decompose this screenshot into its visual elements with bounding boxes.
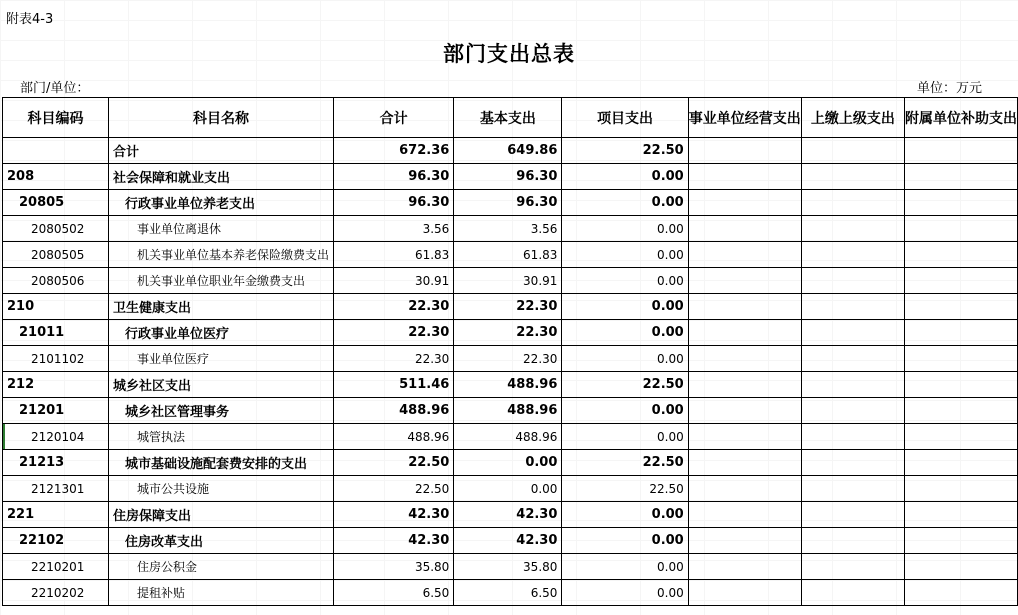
cell-name[interactable]: 行政事业单位养老支出 xyxy=(108,190,333,216)
cell-name[interactable]: 城管执法 xyxy=(108,424,333,450)
cell-remit-superior[interactable] xyxy=(801,528,904,554)
cell-business-operations[interactable] xyxy=(688,190,801,216)
table-row xyxy=(3,242,1018,268)
cell-remit-superior[interactable] xyxy=(801,502,904,528)
cell-code[interactable]: 2210201 xyxy=(3,554,109,580)
cell-remit-superior[interactable] xyxy=(801,372,904,398)
cell-name[interactable]: 机关事业单位基本养老保险缴费支出 xyxy=(108,242,333,268)
table-row xyxy=(3,216,1018,242)
cell-basic[interactable]: 6.50 xyxy=(454,580,562,606)
header-code[interactable]: 科目编码 xyxy=(3,98,109,138)
header-basic[interactable]: 基本支出 xyxy=(454,98,562,138)
cell-business-operations[interactable] xyxy=(688,580,801,606)
cell-name[interactable]: 城乡社区支出 xyxy=(108,372,333,398)
cell-code[interactable]: 20805 xyxy=(3,190,109,216)
cell-project[interactable]: 0.00 xyxy=(562,528,688,554)
cell-project[interactable]: 0.00 xyxy=(562,242,688,268)
cell-project[interactable]: 22.50 xyxy=(562,450,688,476)
cell-name[interactable]: 机关事业单位职业年金缴费支出 xyxy=(108,268,333,294)
header-total[interactable]: 合计 xyxy=(333,98,453,138)
cell-remit-superior[interactable] xyxy=(801,580,904,606)
header-project[interactable]: 项目支出 xyxy=(562,98,688,138)
table-row xyxy=(3,398,1018,424)
cell-basic[interactable]: 35.80 xyxy=(454,554,562,580)
table-row xyxy=(3,476,1018,502)
cell-name[interactable]: 住房保障支出 xyxy=(108,502,333,528)
cell-name[interactable]: 城市基础设施配套费安排的支出 xyxy=(108,450,333,476)
cell-total[interactable]: 6.50 xyxy=(333,580,453,606)
cell-name[interactable]: 卫生健康支出 xyxy=(108,294,333,320)
cell-total[interactable]: 30.91 xyxy=(333,268,453,294)
table-row xyxy=(3,502,1018,528)
cell-business-operations[interactable] xyxy=(688,216,801,242)
cell-remit-superior[interactable] xyxy=(801,190,904,216)
cell-code[interactable]: 2080505 xyxy=(3,242,109,268)
expenditure-table xyxy=(2,97,1018,606)
table-header-row xyxy=(3,98,1018,138)
cell-total[interactable]: 96.30 xyxy=(333,164,453,190)
cell-subsidiary-subsidy[interactable] xyxy=(904,190,1017,216)
table-row xyxy=(3,450,1018,476)
cell-subsidiary-subsidy[interactable] xyxy=(904,580,1017,606)
cell-name[interactable]: 事业单位医疗 xyxy=(108,346,333,372)
department-label: 部门/单位： xyxy=(20,81,90,96)
cell-remit-superior[interactable] xyxy=(801,216,904,242)
cell-code[interactable]: 221 xyxy=(3,502,109,528)
cell-project[interactable]: 0.00 xyxy=(562,398,688,424)
cell-remit-superior[interactable] xyxy=(801,450,904,476)
table-row xyxy=(3,268,1018,294)
cell-remit-superior[interactable] xyxy=(801,138,904,164)
cell-project[interactable]: 22.50 xyxy=(562,372,688,398)
cell-code[interactable]: 2080506 xyxy=(3,268,109,294)
cell-remit-superior[interactable] xyxy=(801,398,904,424)
cell-basic[interactable]: 649.86 xyxy=(454,138,562,164)
cell-code[interactable]: 22102 xyxy=(3,528,109,554)
header-subsidiary-subsidy[interactable]: 附属单位补助支出 xyxy=(904,98,1017,138)
cell-basic[interactable]: 0.00 xyxy=(454,476,562,502)
cell-project[interactable]: 22.50 xyxy=(562,476,688,502)
cell-name[interactable]: 城市公共设施 xyxy=(108,476,333,502)
header-remit-superior[interactable]: 上缴上级支出 xyxy=(801,98,904,138)
cell-business-operations[interactable] xyxy=(688,138,801,164)
table-row xyxy=(3,372,1018,398)
cell-subsidiary-subsidy[interactable] xyxy=(904,502,1017,528)
table-row xyxy=(3,320,1018,346)
cell-name[interactable]: 城乡社区管理事务 xyxy=(108,398,333,424)
cell-business-operations[interactable] xyxy=(688,554,801,580)
cell-business-operations[interactable] xyxy=(688,294,801,320)
page-title: 部门支出总表 xyxy=(443,41,575,66)
cell-total[interactable]: 488.96 xyxy=(333,398,453,424)
table-row xyxy=(3,424,1018,450)
cell-code[interactable]: 21011 xyxy=(3,320,109,346)
cell-basic[interactable]: 42.30 xyxy=(454,502,562,528)
cell-remit-superior[interactable] xyxy=(801,476,904,502)
cell-subsidiary-subsidy[interactable] xyxy=(904,268,1017,294)
cell-total[interactable]: 61.83 xyxy=(333,242,453,268)
cell-name[interactable]: 住房改革支出 xyxy=(108,528,333,554)
cell-code[interactable]: 2210202 xyxy=(3,580,109,606)
cell-total[interactable]: 35.80 xyxy=(333,554,453,580)
unit-label: 单位：万元 xyxy=(916,81,982,96)
cell-name[interactable]: 提租补贴 xyxy=(108,580,333,606)
cell-total[interactable]: 3.56 xyxy=(333,216,453,242)
header-business-operations[interactable]: 事业单位经营支出 xyxy=(688,98,801,138)
header-name[interactable]: 科目名称 xyxy=(108,98,333,138)
cell-code[interactable]: 212 xyxy=(3,372,109,398)
cell-business-operations[interactable] xyxy=(688,372,801,398)
cell-name[interactable]: 事业单位离退休 xyxy=(108,216,333,242)
cell-basic[interactable]: 22.30 xyxy=(454,294,562,320)
cell-business-operations[interactable] xyxy=(688,476,801,502)
cell-subsidiary-subsidy[interactable] xyxy=(904,372,1017,398)
table-row xyxy=(3,164,1018,190)
cell-remit-superior[interactable] xyxy=(801,268,904,294)
cell-business-operations[interactable] xyxy=(688,242,801,268)
cell-total[interactable]: 488.96 xyxy=(333,424,453,450)
cell-total[interactable]: 42.30 xyxy=(333,502,453,528)
cell-project[interactable]: 0.00 xyxy=(562,554,688,580)
cell-subsidiary-subsidy[interactable] xyxy=(904,476,1017,502)
cell-code[interactable]: 21201 xyxy=(3,398,109,424)
table-row xyxy=(3,346,1018,372)
cell-total[interactable]: 42.30 xyxy=(333,528,453,554)
cell-business-operations[interactable] xyxy=(688,346,801,372)
cell-remit-superior[interactable] xyxy=(801,346,904,372)
cell-remit-superior[interactable] xyxy=(801,320,904,346)
cell-code[interactable]: 2101102 xyxy=(3,346,109,372)
cell-project[interactable]: 0.00 xyxy=(562,294,688,320)
cell-remit-superior[interactable] xyxy=(801,424,904,450)
cell-business-operations[interactable] xyxy=(688,502,801,528)
cell-code[interactable]: 2121301 xyxy=(3,476,109,502)
cell-basic[interactable]: 0.00 xyxy=(454,450,562,476)
cell-total[interactable]: 22.50 xyxy=(333,476,453,502)
cell-business-operations[interactable] xyxy=(688,398,801,424)
cell-project[interactable]: 0.00 xyxy=(562,502,688,528)
cell-total[interactable]: 672.36 xyxy=(333,138,453,164)
cell-name[interactable]: 社会保障和就业支出 xyxy=(108,164,333,190)
cell-total[interactable]: 22.30 xyxy=(333,320,453,346)
cell-remit-superior[interactable] xyxy=(801,294,904,320)
cell-subsidiary-subsidy[interactable] xyxy=(904,320,1017,346)
cell-name[interactable]: 行政事业单位医疗 xyxy=(108,320,333,346)
table-row xyxy=(3,554,1018,580)
cell-code[interactable]: 2080502 xyxy=(3,216,109,242)
cell-basic[interactable]: 488.96 xyxy=(454,424,562,450)
cell-subsidiary-subsidy[interactable] xyxy=(904,294,1017,320)
cell-name[interactable]: 合计 xyxy=(108,138,333,164)
cell-basic[interactable]: 96.30 xyxy=(454,164,562,190)
cell-code[interactable] xyxy=(3,138,109,164)
cell-subsidiary-subsidy[interactable] xyxy=(904,346,1017,372)
cell-subsidiary-subsidy[interactable] xyxy=(904,528,1017,554)
cell-project[interactable]: 0.00 xyxy=(562,216,688,242)
cell-subsidiary-subsidy[interactable] xyxy=(904,554,1017,580)
cell-subsidiary-subsidy[interactable] xyxy=(904,398,1017,424)
attachment-label: 附表4-3 xyxy=(6,12,54,27)
cell-total[interactable]: 22.50 xyxy=(333,450,453,476)
cell-subsidiary-subsidy[interactable] xyxy=(904,242,1017,268)
cell-total[interactable]: 22.30 xyxy=(333,294,453,320)
table-row xyxy=(3,190,1018,216)
cell-code[interactable]: 208 xyxy=(3,164,109,190)
cell-remit-superior[interactable] xyxy=(801,242,904,268)
cell-total[interactable]: 511.46 xyxy=(333,372,453,398)
cell-basic[interactable]: 96.30 xyxy=(454,190,562,216)
cell-project[interactable]: 22.50 xyxy=(562,138,688,164)
table-body xyxy=(3,138,1018,606)
cell-business-operations[interactable] xyxy=(688,320,801,346)
cell-business-operations[interactable] xyxy=(688,528,801,554)
cell-remit-superior[interactable] xyxy=(801,554,904,580)
cell-project[interactable]: 0.00 xyxy=(562,320,688,346)
cell-basic[interactable]: 22.30 xyxy=(454,346,562,372)
cell-code[interactable]: 21213 xyxy=(3,450,109,476)
cell-business-operations[interactable] xyxy=(688,450,801,476)
cell-business-operations[interactable] xyxy=(688,424,801,450)
cell-basic[interactable]: 3.56 xyxy=(454,216,562,242)
cell-code[interactable]: 2120104 xyxy=(3,424,109,450)
cell-code[interactable]: 210 xyxy=(3,294,109,320)
cell-basic[interactable]: 61.83 xyxy=(454,242,562,268)
cell-basic[interactable]: 488.96 xyxy=(454,398,562,424)
cell-business-operations[interactable] xyxy=(688,164,801,190)
cell-basic[interactable]: 42.30 xyxy=(454,528,562,554)
cell-basic[interactable]: 488.96 xyxy=(454,372,562,398)
cell-project[interactable]: 0.00 xyxy=(562,580,688,606)
cell-basic[interactable]: 30.91 xyxy=(454,268,562,294)
cell-basic[interactable]: 22.30 xyxy=(454,320,562,346)
cell-project[interactable]: 0.00 xyxy=(562,346,688,372)
table-row xyxy=(3,294,1018,320)
cell-subsidiary-subsidy[interactable] xyxy=(904,164,1017,190)
cell-remit-superior[interactable] xyxy=(801,164,904,190)
cell-subsidiary-subsidy[interactable] xyxy=(904,450,1017,476)
cell-project[interactable]: 0.00 xyxy=(562,268,688,294)
cell-business-operations[interactable] xyxy=(688,268,801,294)
table-row xyxy=(3,528,1018,554)
cell-total[interactable]: 22.30 xyxy=(333,346,453,372)
cell-total[interactable]: 96.30 xyxy=(333,190,453,216)
cell-project[interactable]: 0.00 xyxy=(562,190,688,216)
table-row xyxy=(3,138,1018,164)
cell-name[interactable]: 住房公积金 xyxy=(108,554,333,580)
cell-subsidiary-subsidy[interactable] xyxy=(904,424,1017,450)
cell-subsidiary-subsidy[interactable] xyxy=(904,216,1017,242)
cell-project[interactable]: 0.00 xyxy=(562,164,688,190)
cell-project[interactable]: 0.00 xyxy=(562,424,688,450)
table-row xyxy=(3,580,1018,606)
cell-subsidiary-subsidy[interactable] xyxy=(904,138,1017,164)
